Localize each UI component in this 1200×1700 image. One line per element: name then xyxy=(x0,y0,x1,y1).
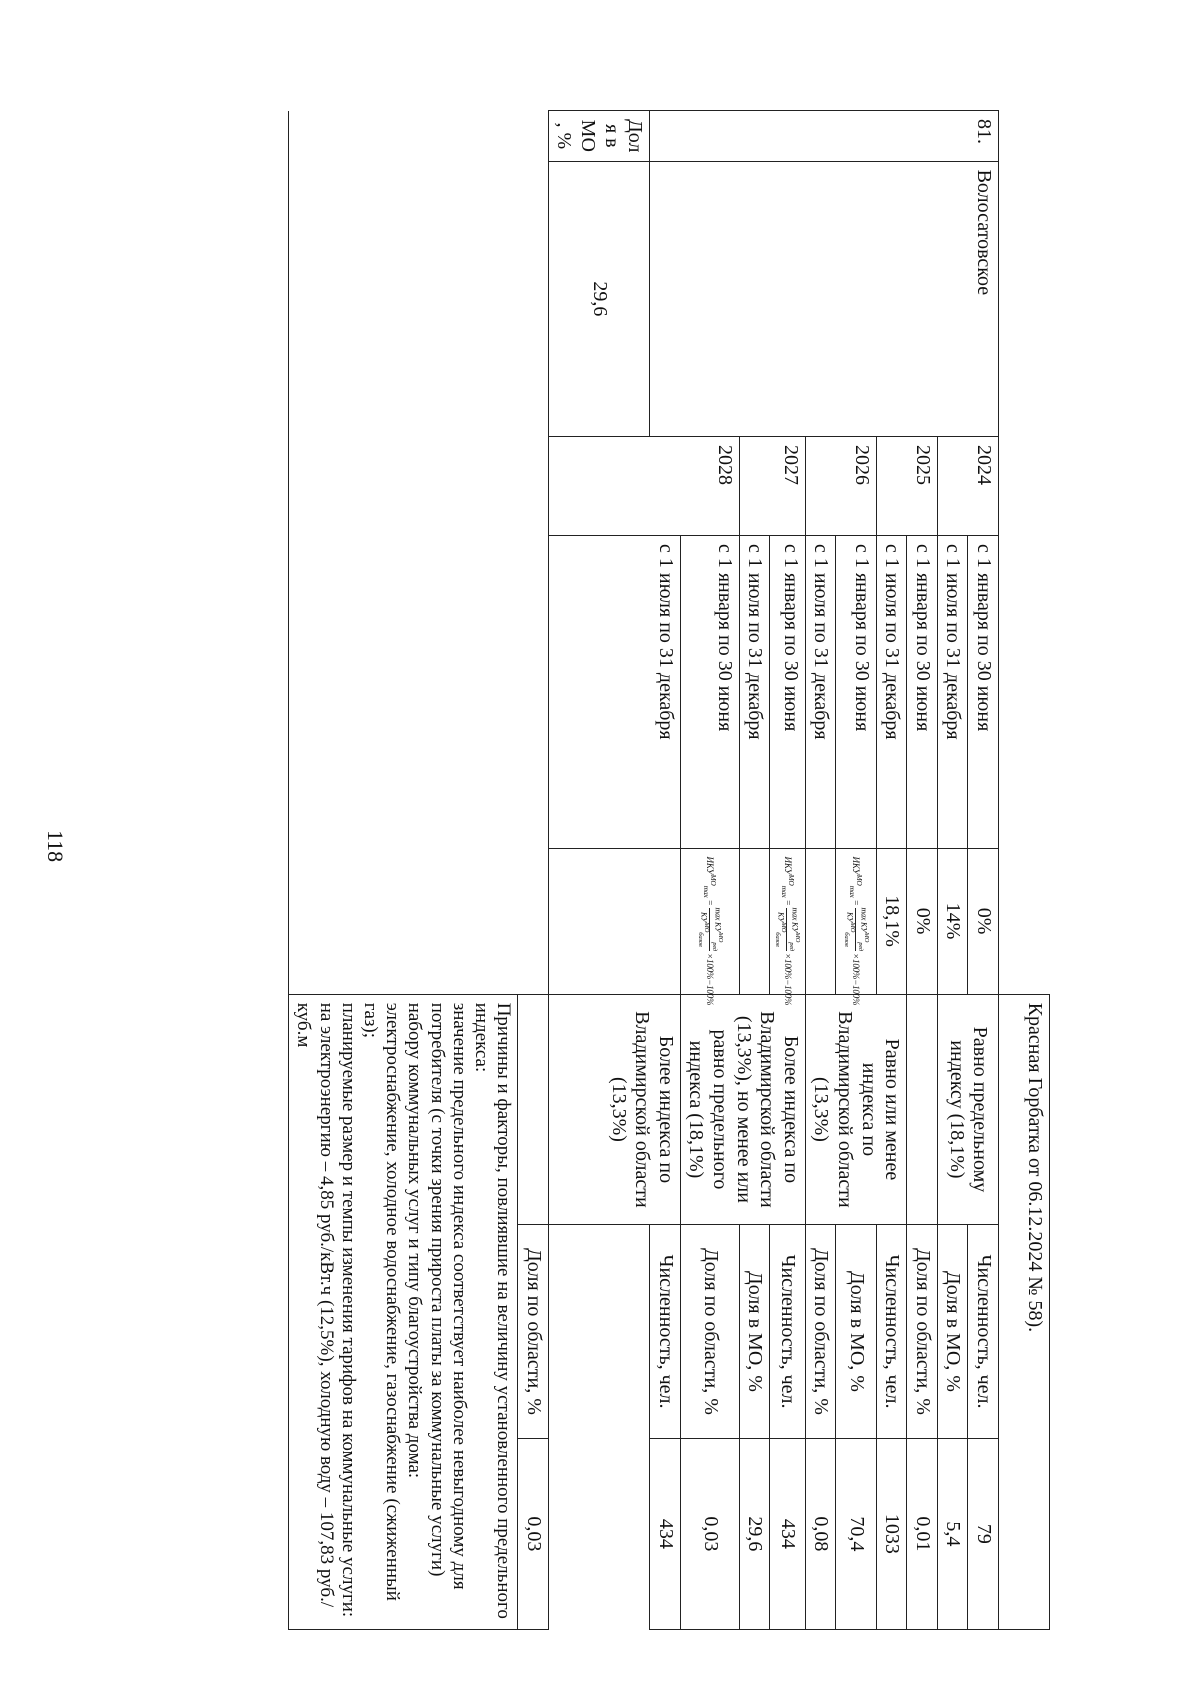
metric-value: 29,6 xyxy=(739,1438,770,1629)
period-cell: с 1 января по 30 июня xyxy=(907,535,938,848)
metric-label: Доля в МО, % xyxy=(548,111,649,162)
metric-value: 0,01 xyxy=(907,1438,938,1629)
index-cell xyxy=(739,848,770,994)
metric-label: Доля по области, % xyxy=(805,1225,836,1439)
entry-number: 81. xyxy=(650,111,999,162)
metric-value: 0,03 xyxy=(680,1438,739,1629)
metric-value: 434 xyxy=(770,1438,805,1629)
metric-value: 5,4 xyxy=(937,1438,968,1629)
reasons-line-2: планируемые размер и темпы изменения тарифов на коммунальные услуги: на электроэнергию – 4,85 руб./кВт.ч (12,5%), холодную воду – 107,83 руб./куб.м xyxy=(293,1002,359,1618)
metric-value: 29,6 xyxy=(548,161,649,436)
page-number: 118 xyxy=(43,830,68,863)
table-row xyxy=(518,111,549,1630)
metric-label: Доля в МО, % xyxy=(937,1225,968,1439)
period-cell: с 1 июля по 31 декабря xyxy=(548,535,680,848)
period-cell: с 1 июля по 31 декабря xyxy=(739,535,770,848)
header-continuation: Красная Горбатка от 06.12.2024 № 58). xyxy=(999,994,1050,1629)
metric-label: Доля в МО, % xyxy=(836,1225,876,1439)
metric-label: Доля по области, % xyxy=(907,1225,938,1439)
reasons-row xyxy=(289,111,518,1630)
reasons-title: Причины и факторы, повлиявшие на величину установленного предельного индекса: xyxy=(471,1002,515,1619)
reasons-block xyxy=(289,994,518,1629)
period-cell: с 1 января по 30 июня xyxy=(680,535,739,848)
index-table xyxy=(288,110,1050,1630)
period-cell: с 1 июля по 31 декабря xyxy=(805,535,836,848)
metric-value: 434 xyxy=(650,1438,681,1629)
metric-label: Численность, чел. xyxy=(650,1225,681,1439)
metric-label: Численность, чел. xyxy=(876,1225,907,1439)
year-cell: 2025 xyxy=(876,437,937,536)
metric-label: Доля по области, % xyxy=(680,1225,739,1439)
period-cell: с 1 января по 30 июня xyxy=(968,535,999,848)
year-cell: 2026 xyxy=(805,437,876,536)
metric-value: 0,03 xyxy=(518,1438,549,1629)
metric-value: 0,08 xyxy=(805,1438,836,1629)
metric-value: 79 xyxy=(968,1438,999,1629)
index-cell: 0% xyxy=(907,848,938,994)
index-formula xyxy=(770,848,805,1006)
index-formula xyxy=(680,848,739,1006)
formula-expression: $ИКУ^{МО}_{max}$ = $\max КУ^{МО}_{ред}$ $КУ^{МО}_{базов}$ ×100%−100% xyxy=(842,856,870,1006)
formula-expression: $ИКУ^{МО}_{max}$ = $\max КУ^{МО}_{ред}$ $КУ^{МО}_{базов}$ ×100%−100% xyxy=(696,856,724,1006)
period-cell: с 1 июля по 31 декабря xyxy=(937,535,968,848)
year-cell: 2024 xyxy=(937,437,998,536)
metric-label: Численность, чел. xyxy=(770,1225,805,1439)
group-label-empty xyxy=(907,994,938,1224)
metric-label: Численность, чел. xyxy=(968,1225,999,1439)
group-label: Более индекса по Владимирской области (13,3%) xyxy=(548,994,680,1224)
metric-label: Доля в МО, % xyxy=(739,1225,770,1439)
year-cell: 2028 xyxy=(548,437,739,536)
group-label: Равно предельному индексу (18,1%) xyxy=(937,994,998,1224)
year-cell: 2027 xyxy=(739,437,805,536)
group-label: Более индекса по Владимирской области (13,3%), но менее или равно предельного индекса (18,1%) xyxy=(680,994,805,1224)
formula-expression: $ИКУ^{МО}_{max}$ = $\max КУ^{МО}_{ред}$ $КУ^{МО}_{базов}$ ×100%−100% xyxy=(774,856,802,1006)
period-cell: с 1 января по 30 июня xyxy=(836,535,876,848)
index-cell: 14% xyxy=(937,848,968,994)
metric-value: 1033 xyxy=(876,1438,907,1629)
table-row xyxy=(968,111,999,1630)
reasons-line-1: значение предельного индекса соответствует наиболее невыгодному для потребителя (с точки зрения прироста платы за коммунальные услуги) набору коммунальных услуг и типу благоустройства дома: электроснабжение, холодное водоснабжение, газоснабжение (сжиженный газ); xyxy=(360,1002,470,1601)
index-cell xyxy=(548,848,680,994)
metric-value: 70,4 xyxy=(836,1438,876,1629)
municipality-name: Волосатовское xyxy=(650,161,999,436)
period-cell: с 1 января по 30 июня xyxy=(770,535,805,848)
metric-label: Доля по области, % xyxy=(518,1225,549,1439)
rotated-table-container xyxy=(170,110,1050,1630)
index-cell: 18,1% xyxy=(876,848,907,994)
group-label: Равно или менее индекса по Владимирской области (13,3%) xyxy=(805,994,906,1224)
period-cell: с 1 июля по 31 декабря xyxy=(876,535,907,848)
index-formula xyxy=(836,848,876,1006)
header-row xyxy=(999,111,1050,1630)
index-cell: 0% xyxy=(968,848,999,994)
index-cell xyxy=(805,848,836,994)
